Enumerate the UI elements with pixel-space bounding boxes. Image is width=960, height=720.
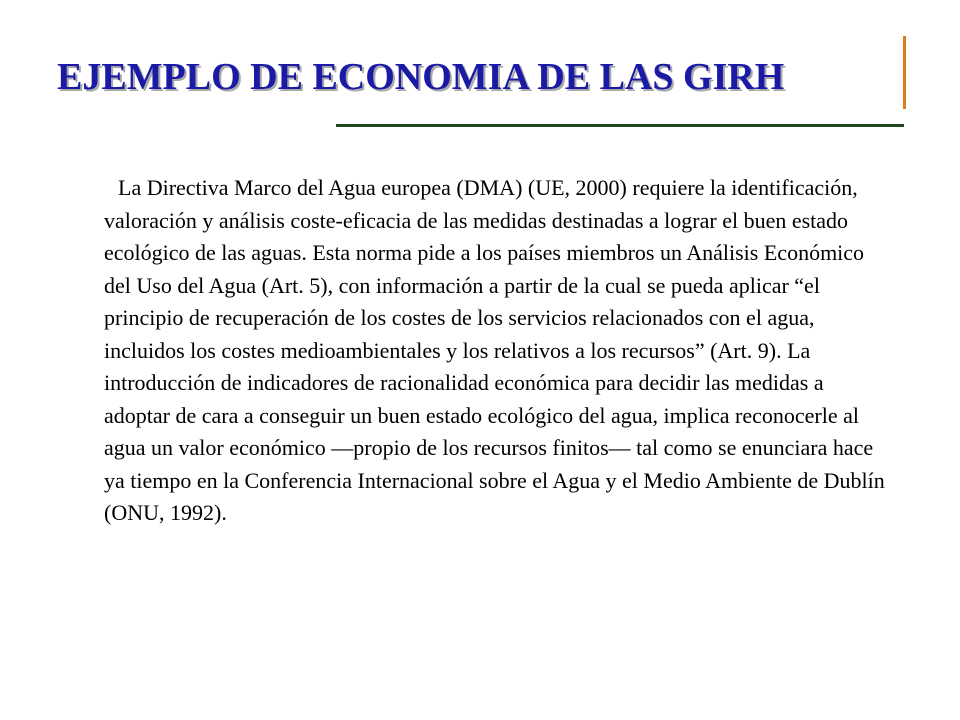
vertical-accent-line: [903, 36, 906, 109]
slide-title: EJEMPLO DE ECONOMIA DE LAS GIRH: [57, 56, 785, 98]
title-underline: [336, 124, 904, 127]
body-paragraph: La Directiva Marco del Agua europea (DMA) (UE, 2000) requiere la identificación, valoración y análisis coste-eficacia de las medidas destinadas a lograr el buen estado ecológico de las aguas. Esta norma pide a los países miembros un Análisis Económico del Uso del Agua (Art. 5), con información a partir de la cual se pueda aplicar “el principio de recuperación de los costes de los servicios relacionados con el agua, incluidos los costes medioambientales y los relativos a los recursos” (Art. 9). La introducción de indicadores de racionalidad económica para decidir las medidas a adoptar de cara a conseguir un buen estado ecológico del agua, implica reconocerle al agua un valor económico —propio de los recursos finitos— tal como se enunciara hace ya tiempo en la Conferencia Internacional sobre el Agua y el Medio Ambiente de Dublín (ONU, 1992).: [104, 175, 885, 525]
